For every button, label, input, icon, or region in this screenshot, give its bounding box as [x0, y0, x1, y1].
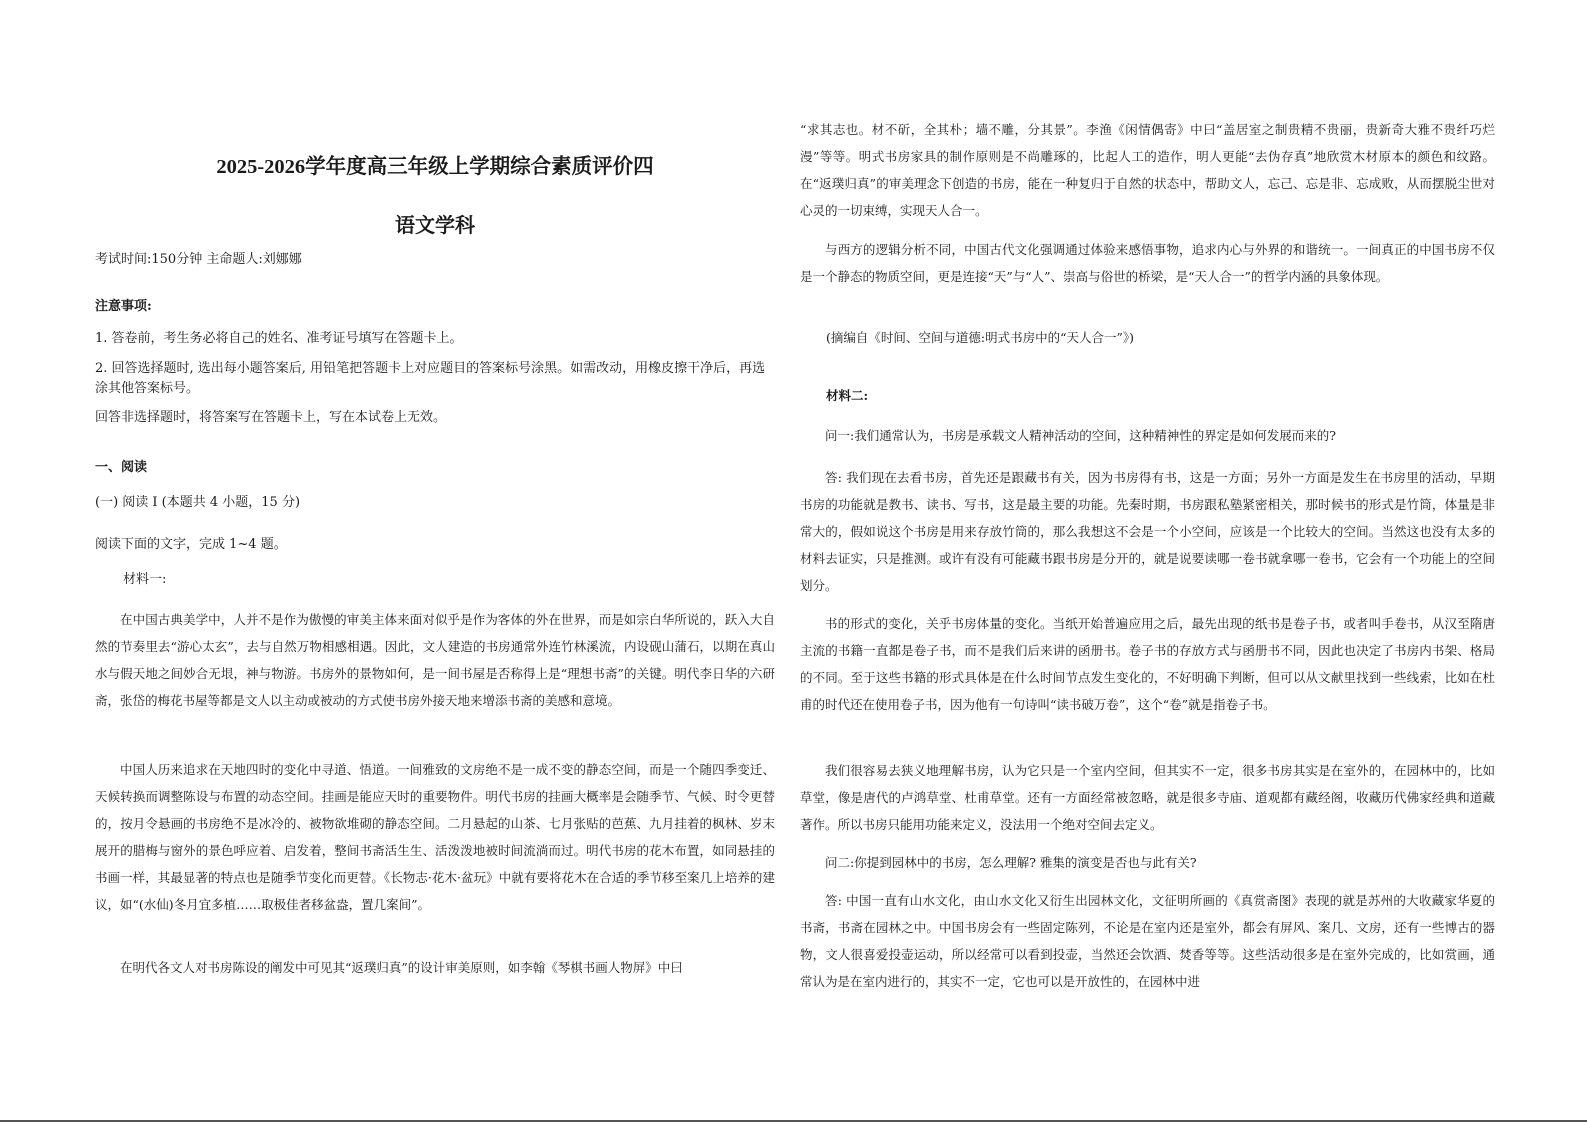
question-2: 问二:你提到园林中的书房，怎么理解? 雅集的演变是否也与此有关? [825, 855, 1197, 870]
right-column [800, 0, 1495, 1122]
question-1: 问一:我们通常认为，书房是承载文人精神活动的空间，这种精神性的界定是如何发展而来的? [825, 428, 1336, 443]
subject-title: 语文学科 [395, 213, 475, 237]
right-paragraph-2: 与西方的逻辑分析不同，中国古代文化强调通过体验来感悟事物，追求内心与外界的和谐统一。一间真正的中国书房不仅是一个静态的物质空间，更是连接“天”与“人”、崇高与俗世的桥梁，是“天人合一”的哲学内涵的具象体现。 [800, 242, 1495, 284]
left-paragraph-3: 在明代各文人对书房陈设的阐发中可见其“返璞归真”的设计审美原则，如李翰《琴棋书画人物屏》中曰 [120, 960, 683, 975]
exam-info: 考试时间:150分钟 主命题人:刘娜娜 [95, 252, 302, 267]
notice-item-1: 1. 答卷前，考生务必将自己的姓名、准考证号填写在答题卡上。 [95, 331, 463, 346]
source-citation: (摘编自《时间、空间与道德:明式书房中的“天人合一”》) [826, 330, 1134, 345]
right-paragraph-1: “求其志也。材不斫，全其朴；墙不雕，分其景”。李渔《闲情偶寄》中曰“盖居室之制贵精不贵丽，贵新奇大雅不贵纤巧烂漫”等等。明式书房家具的制作原则是不尚雕琢的，比起人工的造作，明人更能“去伪存真”地欣赏木材原本的颜色和纹路。在“返璞归真”的审美理念下创造的书房，能在一种复归于自然的状态中，帮助文人，忘己、忘是非、忘成败，从而摆脱尘世对心灵的一切束缚，实现天人合一。 [800, 122, 1495, 218]
notice-item-2: 2. 回答选择题时, 选出每小题答案后, 用铅笔把答题卡上对应题目的答案标号涂黑。如需改动，用橡皮擦干净后，再选涂其他答案标号。 [95, 361, 766, 396]
left-paragraph-1: 在中国古典美学中，人并不是作为傲慢的审美主体来面对似乎是作为客体的外在世界，而是如宗白华所说的，跃入大自然的节奏里去“游心太玄”，去与自然万物相感相遇。因此，文人建造的书房通常外连竹林溪流，内设砚山蒲石，以期在真山水与假天地之间妙合无垠，神与物游。书房外的景物如何，是一间书屋是否称得上是“理想书斋”的关键。明代李日华的六研斋，张岱的梅花书屋等都是文人以主动或被动的方式使书房外接天地来增添书斋的美感和意境。 [95, 612, 775, 708]
answer-1-paragraph-3: 我们很容易去狭义地理解书房，认为它只是一个室内空间，但其实不一定，很多书房其实是在室外的，在园林中的，比如草堂，像是唐代的卢鸿草堂、杜甫草堂。还有一方面经常被忽略，就是很多寺庙、道观都有藏经阁，收藏历代佛家经典和道藏著作。所以书房只能用功能来定义，没法用一个绝对空间去定义。 [800, 763, 1495, 832]
reading-instruction: 阅读下面的文字，完成 1~4 题。 [95, 537, 287, 552]
section-subheading: (一) 阅读 I (本题共 4 小题，15 分) [95, 495, 301, 510]
answer-2: 答: 中国一直有山水文化，由山水文化又衍生出园林文化，文征明所画的《真赏斋图》表现的就是苏州的大收藏家华夏的书斋，书斋在园林之中。中国书房会有一些固定陈列，不论是在室内还是室外，都会有屏风、案几、文房，还有一些博古的器物，文人很喜爱投壶运动，所以经常可以看到投壶，当然还会饮酒、焚香等等。这些活动很多是在室外完成的，比如赏画，通常认为是在室内进行的，其实不一定，它也可以是开放性的，在园林中进 [800, 893, 1495, 989]
left-paragraph-2: 中国人历来追求在天地四时的变化中寻道、悟道。一间雅致的文房绝不是一成不变的静态空间，而是一个随四季变迁、天候转换而调整陈设与布置的动态空间。挂画是能应天时的重要物件。明代书房的挂画大概率是会随季节、气候、时令更替的，按月令悬画的书房绝不是冰冷的、被物欲堆砌的静态空间。二月悬起的山茶、七月张贴的芭蕉、九月挂着的枫林、岁末展开的腊梅与窗外的景色呼应着、启发着，整间书斋活生生、活泼泼地被时间流淌而过。明代书房的花木布置，如同悬挂的书画一样，其最显著的特点也是随季节变化而更替。《长物志·花木·盆玩》中就有要将花木在合适的季节移至案几上培养的建议，如“(水仙)冬月宜多植……取极佳者移盆盎，置几案间”。 [95, 762, 775, 912]
material-2-label: 材料二: [826, 388, 869, 403]
section-heading: 一、阅读 [95, 460, 148, 475]
exam-title: 2025-2026学年度高三年级上学期综合素质评价四 [216, 156, 654, 178]
left-column [95, 0, 775, 1122]
notice-heading: 注意事项: [95, 299, 152, 314]
answer-1-paragraph-2: 书的形式的变化，关乎书房体量的变化。当纸开始普遍应用之后，最先出现的纸书是卷子书，或者叫手卷书，从汉至隋唐主流的书籍一直都是卷子书，而不是我们后来讲的函册书。卷子书的存放方式与函册书不同，因此也决定了书房内书架、格局的不同。至于这些书籍的形式具体是在什么时间节点发生变化的，不好明确下判断，但可以从文献里找到一些线索，比如在杜甫的时代还在使用卷子书，因为他有一句诗叫“读书破万卷”，这个“卷”就是指卷子书。 [800, 616, 1495, 712]
material-1-label: 材料一: [123, 572, 167, 587]
notice-item-3: 回答非选择题时，将答案写在答题卡上，写在本试卷上无效。 [95, 410, 447, 425]
answer-1: 答: 我们现在去看书房，首先还是跟藏书有关，因为书房得有书，这是一方面；另外一方面是发生在书房里的活动，早期书房的功能就是教书、读书、写书，这是最主要的功能。先秦时期，书房跟私塾紧密相关，那时候书的形式是竹筒，体量是非常大的，假如说这个书房是用来存放竹筒的，那么我想这不会是一个小空间，应该是一个比较大的空间。当然这也没有太多的材料去证实，只是推测。或许有没有可能藏书跟书房是分开的，就是说要读哪一卷书就拿哪一卷书，它会有一个功能上的空间划分。 [800, 470, 1495, 593]
